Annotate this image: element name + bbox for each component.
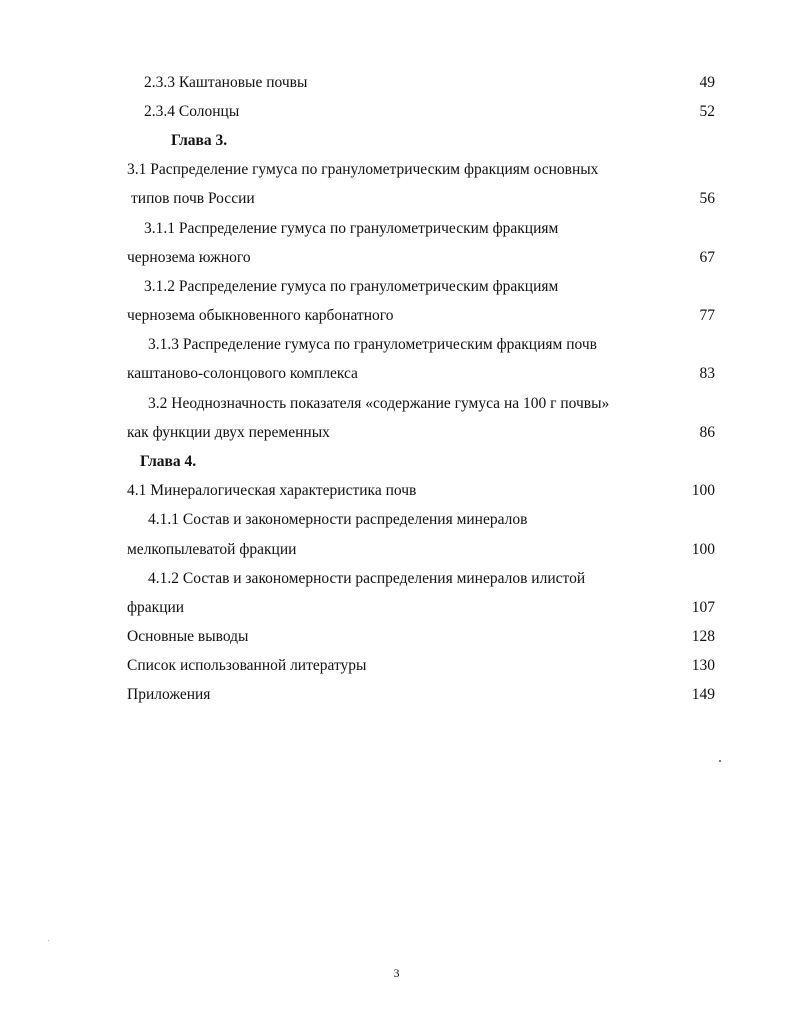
toc-page-conclusions: 128 [691,628,715,645]
scan-speck [719,760,721,762]
toc-page-4-1: 100 [691,482,715,499]
toc-entry-3-1-3-line1: 3.1.3 Распределение гумуса по гранулометрическим фракциям почв [148,336,597,353]
toc-entry-4-1-2-line1: 4.1.2 Состав и закономерности распределения минералов илистой [148,570,586,587]
toc-entry-3-1-1-line2: чернозема южного [127,249,251,266]
toc-entry-3-2-line2: как функции двух переменных [127,424,330,441]
toc-page-4-1-2: 107 [691,599,715,616]
toc-entry-3-1-2-line1: 3.1.2 Распределение гумуса по гранулометрическим фракциям [144,278,559,295]
toc-page-3-1-1: 67 [699,249,715,266]
toc-page-2-3-4: 52 [699,103,715,120]
toc-entry-3-1-1-line1: 3.1.1 Распределение гумуса по гранулометрическим фракциям [144,220,559,237]
toc-entry-4-1-1-line2: мелкопылеватой фракции [127,541,297,558]
toc-page-3-2: 86 [699,424,715,441]
toc-entry-3-2-line1: 3.2 Неоднозначность показателя «содержание гумуса на 100 г почвы» [148,395,610,412]
page-number: 3 [393,966,400,980]
toc-page-3-1-3: 83 [699,365,715,382]
scan-speck [48,940,49,941]
toc-entry-appendices: Приложения [127,686,211,703]
toc-page-appendices: 149 [691,686,715,703]
toc-entry-2-3-4: 2.3.4 Солонцы [144,103,240,120]
toc-entry-4-1-2-line2: фракции [127,599,185,616]
chapter-4-heading: Глава 4. [140,453,197,470]
toc-entry-3-1-line1: 3.1 Распределение гумуса по гранулометрическим фракциям основных [127,161,599,178]
toc-entry-4-1-1-line1: 4.1.1 Состав и закономерности распределения минералов [148,511,528,528]
toc-entry-2-3-3: 2.3.3 Каштановые почвы [144,74,308,91]
toc-entry-3-1-line2: типов почв России [131,190,255,207]
toc-entry-conclusions: Основные выводы [127,628,249,645]
toc-entry-4-1: 4.1 Минералогическая характеристика почв [127,482,417,499]
toc-entry-3-1-2-line2: чернозема обыкновенного карбонатного [127,307,394,324]
toc-page-2-3-3: 49 [699,74,715,91]
toc-page-references: 130 [691,657,715,674]
chapter-3-heading: Глава 3. [171,132,228,149]
toc-page-3-1: 56 [699,190,715,207]
toc-entry-references: Список использованной литературы [127,657,367,674]
toc-page-4-1-1: 100 [691,541,715,558]
toc-entry-3-1-3-line2: каштаново-солонцового комплекса [127,365,358,382]
toc-page-3-1-2: 77 [699,307,715,324]
